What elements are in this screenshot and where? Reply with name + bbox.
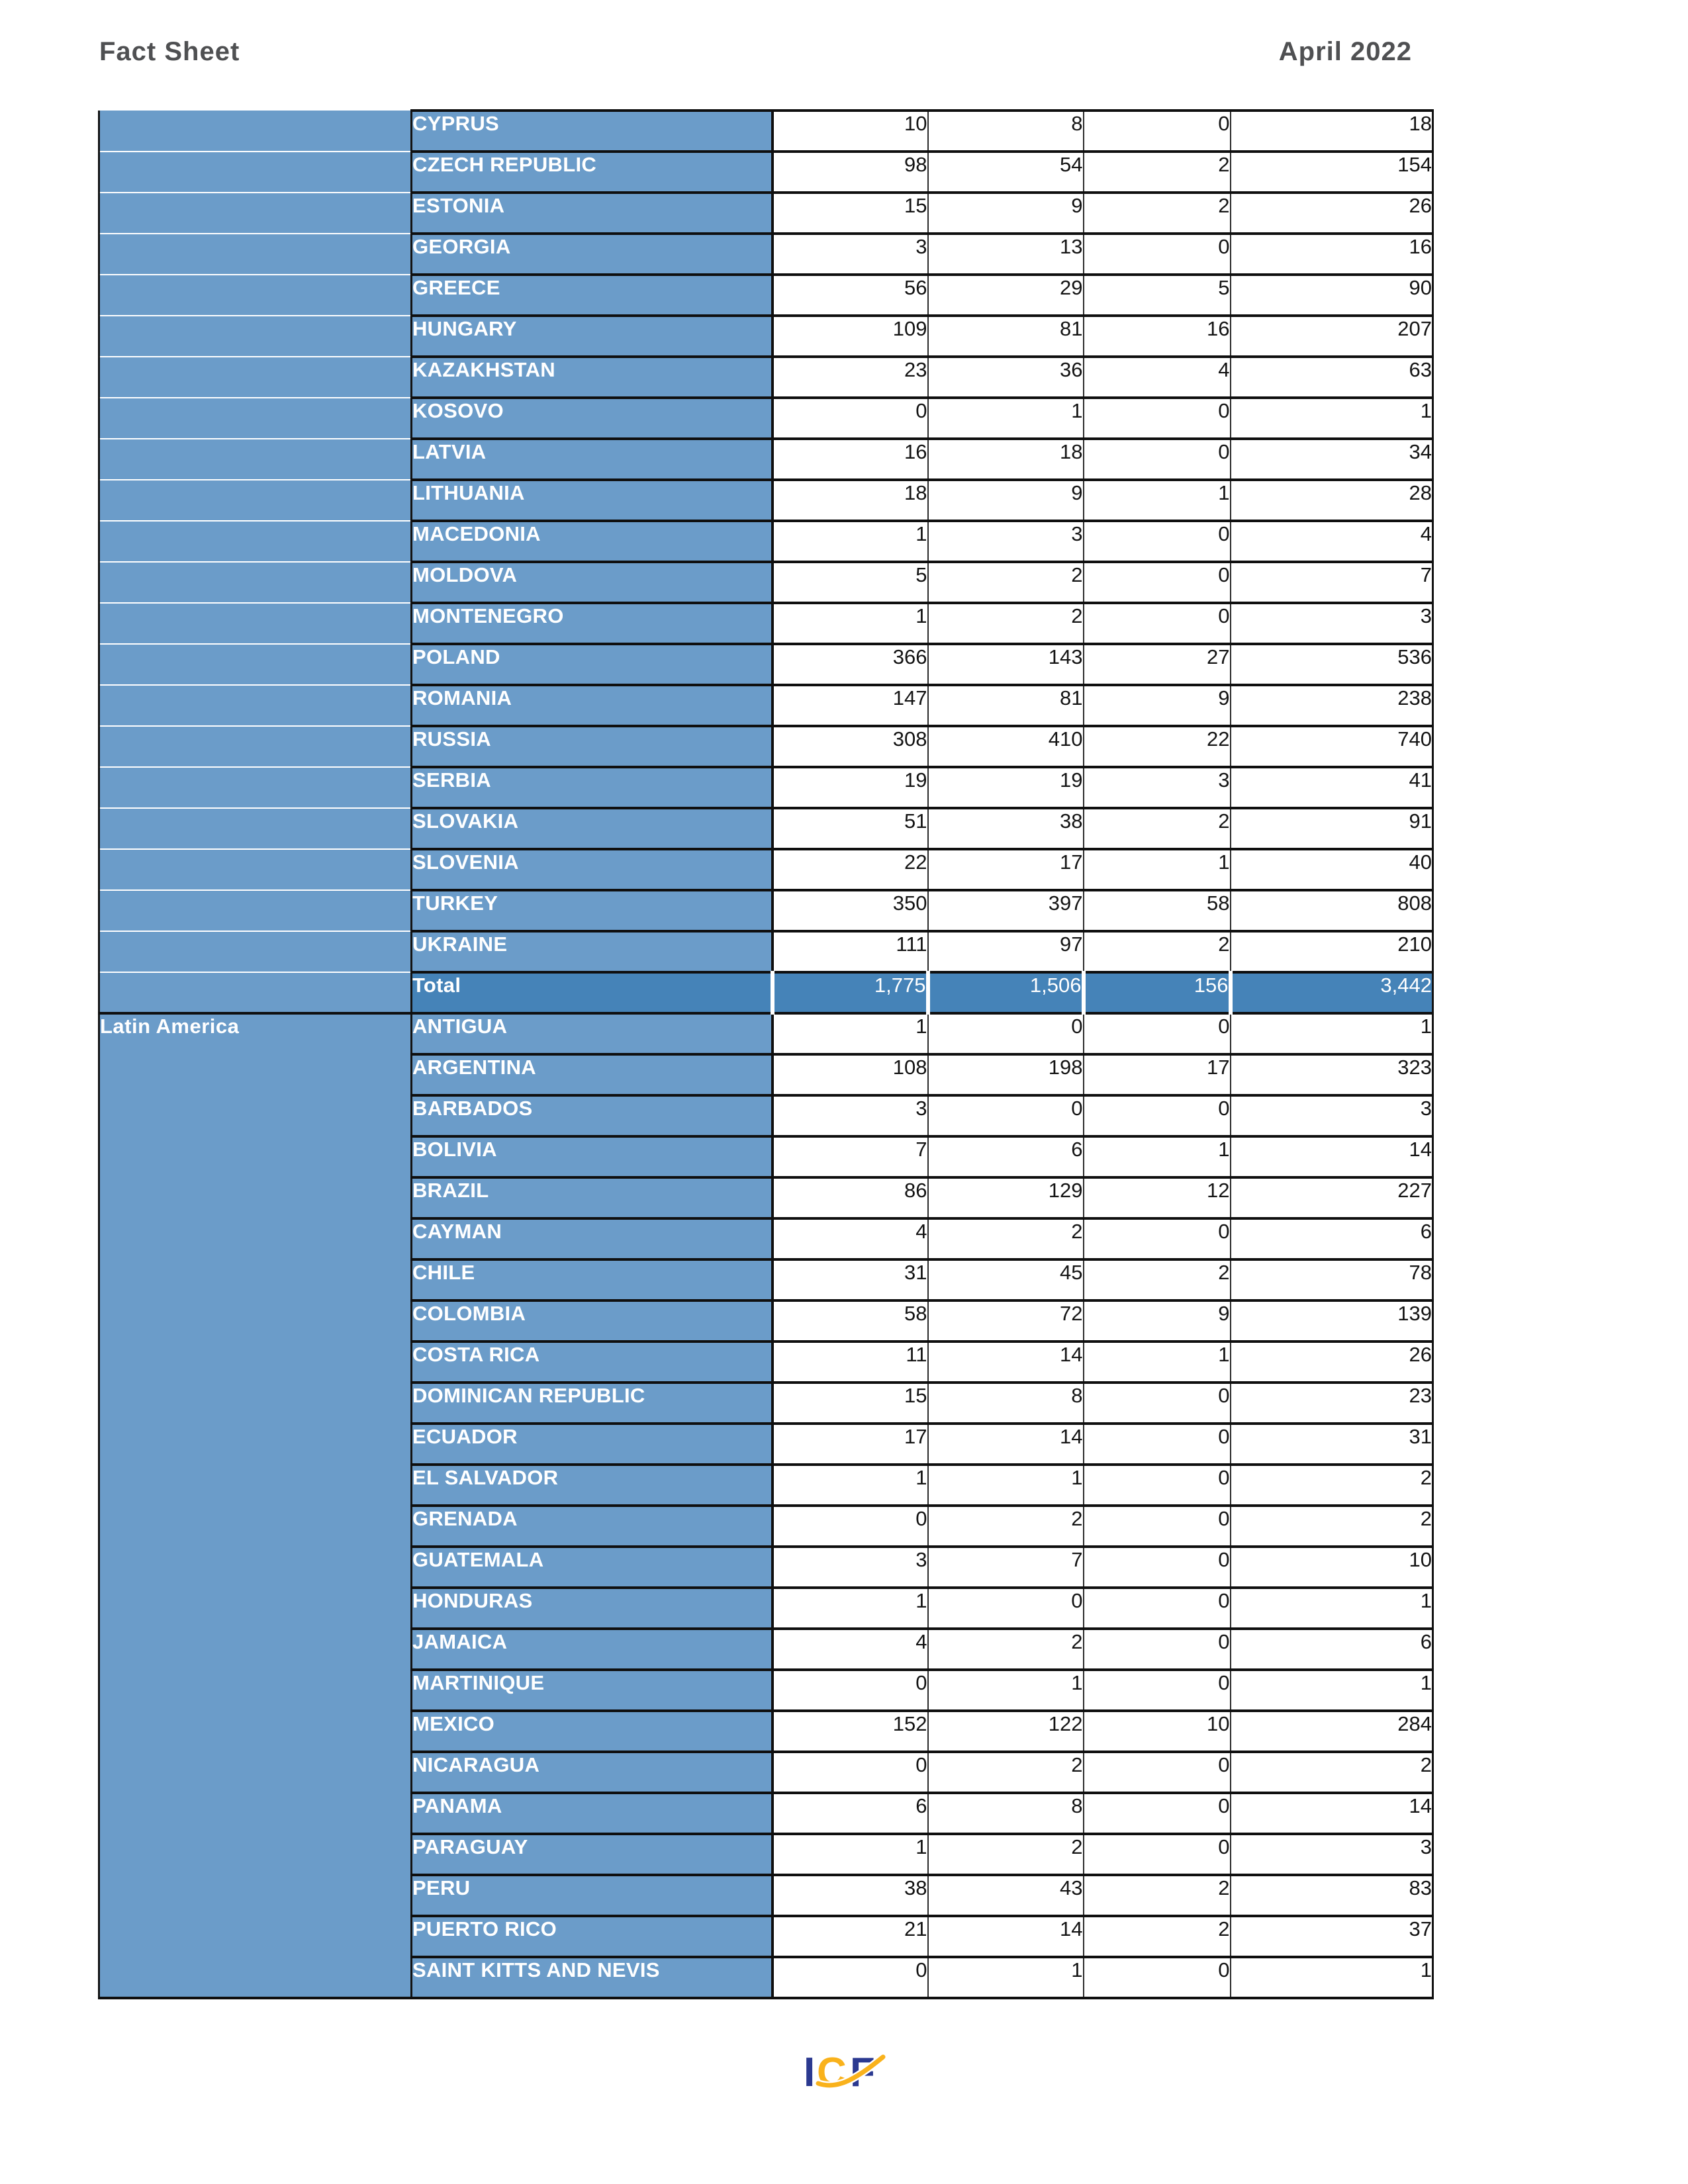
country-cell: GRENADA <box>412 1506 773 1547</box>
value-cell: 0 <box>1084 1383 1231 1424</box>
value-cell: 27 <box>1084 644 1231 685</box>
value-cell: 1 <box>773 1465 928 1506</box>
logo-letter-i: I <box>804 2050 816 2093</box>
country-cell: ARGENTINA <box>412 1054 773 1095</box>
value-cell: 14 <box>928 1342 1084 1383</box>
value-cell: 3 <box>773 1095 928 1136</box>
country-cell: CAYMAN <box>412 1218 773 1259</box>
value-cell: 0 <box>1084 1588 1231 1629</box>
value-cell: 23 <box>773 357 928 398</box>
value-cell: 536 <box>1231 644 1433 685</box>
value-cell: 3 <box>773 1547 928 1588</box>
value-cell: 6 <box>928 1136 1084 1177</box>
value-cell: 0 <box>928 1013 1084 1054</box>
table-row <box>99 685 1433 726</box>
table-row <box>99 234 1433 275</box>
value-cell: 56 <box>773 275 928 316</box>
region-cell <box>99 972 412 1013</box>
region-cell <box>99 111 412 152</box>
value-cell: 238 <box>1231 685 1433 726</box>
region-cell <box>99 275 412 316</box>
country-cell: CHILE <box>412 1259 773 1300</box>
country-cell: SAINT KITTS AND NEVIS <box>412 1957 773 1998</box>
value-cell: 0 <box>1084 1506 1231 1547</box>
value-cell: 22 <box>773 849 928 890</box>
value-cell: 1 <box>773 603 928 644</box>
value-cell: 4 <box>773 1629 928 1670</box>
country-cell: ESTONIA <box>412 193 773 234</box>
value-cell: 21 <box>773 1916 928 1957</box>
value-cell: 16 <box>1231 234 1433 275</box>
value-cell: 18 <box>1231 111 1433 152</box>
country-cell: DOMINICAN REPUBLIC <box>412 1383 773 1424</box>
country-cell: MOLDOVA <box>412 562 773 603</box>
value-cell: 2 <box>1084 931 1231 972</box>
region-cell <box>99 767 412 808</box>
region-cell <box>99 480 412 521</box>
region-cell <box>99 890 412 931</box>
region-cell <box>99 644 412 685</box>
value-cell: 14 <box>1231 1136 1433 1177</box>
value-cell: 6 <box>1231 1218 1433 1259</box>
value-cell: 22 <box>1084 726 1231 767</box>
value-cell: 2 <box>1084 152 1231 193</box>
country-cell: BRAZIL <box>412 1177 773 1218</box>
value-cell: 19 <box>928 767 1084 808</box>
value-cell: 1 <box>773 1013 928 1054</box>
region-cell <box>99 193 412 234</box>
value-cell: 227 <box>1231 1177 1433 1218</box>
country-cell: ANTIGUA <box>412 1013 773 1054</box>
value-cell: 43 <box>928 1875 1084 1916</box>
country-data-table <box>98 109 1434 1999</box>
value-cell: 23 <box>1231 1383 1433 1424</box>
region-cell <box>99 808 412 849</box>
value-cell: 81 <box>928 685 1084 726</box>
value-cell: 26 <box>1231 1342 1433 1383</box>
region-cell <box>99 234 412 275</box>
country-cell: KAZAKHSTAN <box>412 357 773 398</box>
total-label-cell: Total <box>412 972 773 1013</box>
value-cell: 109 <box>773 316 928 357</box>
table-row <box>99 480 1433 521</box>
value-cell: 4 <box>773 1218 928 1259</box>
region-cell <box>99 726 412 767</box>
value-cell: 1 <box>928 1957 1084 1998</box>
page-title: Fact Sheet <box>99 37 240 66</box>
country-cell: CYPRUS <box>412 111 773 152</box>
value-cell: 51 <box>773 808 928 849</box>
value-cell: 10 <box>1084 1711 1231 1752</box>
country-cell: ROMANIA <box>412 685 773 726</box>
value-cell: 0 <box>1084 1629 1231 1670</box>
country-cell: JAMAICA <box>412 1629 773 1670</box>
value-cell: 1 <box>1084 1342 1231 1383</box>
value-cell: 11 <box>773 1342 928 1383</box>
value-cell: 2 <box>1084 808 1231 849</box>
value-cell: 740 <box>1231 726 1433 767</box>
value-cell: 36 <box>928 357 1084 398</box>
region-cell <box>99 931 412 972</box>
country-cell: GEORGIA <box>412 234 773 275</box>
value-cell: 31 <box>1231 1424 1433 1465</box>
value-cell: 308 <box>773 726 928 767</box>
table-row <box>99 111 1433 152</box>
value-cell: 410 <box>928 726 1084 767</box>
value-cell: 139 <box>1231 1300 1433 1342</box>
value-cell: 0 <box>1084 1957 1231 1998</box>
value-cell: 38 <box>773 1875 928 1916</box>
value-cell: 0 <box>1084 1013 1231 1054</box>
region-cell <box>99 685 412 726</box>
value-cell: 9 <box>928 480 1084 521</box>
value-cell: 2 <box>928 1629 1084 1670</box>
table-row <box>99 931 1433 972</box>
table-row <box>99 1013 1433 1054</box>
region-cell <box>99 521 412 562</box>
value-cell: 3 <box>1231 1834 1433 1875</box>
country-cell: MONTENEGRO <box>412 603 773 644</box>
region-cell <box>99 398 412 439</box>
value-cell: 1 <box>928 398 1084 439</box>
table-row <box>99 521 1433 562</box>
value-cell: 0 <box>1084 1834 1231 1875</box>
value-cell: 58 <box>773 1300 928 1342</box>
country-cell: COLOMBIA <box>412 1300 773 1342</box>
country-cell: SERBIA <box>412 767 773 808</box>
value-cell: 40 <box>1231 849 1433 890</box>
value-cell: 1 <box>1084 1136 1231 1177</box>
value-cell: 2 <box>1231 1752 1433 1793</box>
value-cell: 397 <box>928 890 1084 931</box>
value-cell: 14 <box>928 1424 1084 1465</box>
value-cell: 9 <box>1084 685 1231 726</box>
value-cell: 16 <box>1084 316 1231 357</box>
value-cell: 3 <box>1231 1095 1433 1136</box>
value-cell: 9 <box>928 193 1084 234</box>
value-cell: 0 <box>928 1095 1084 1136</box>
value-cell: 129 <box>928 1177 1084 1218</box>
value-cell: 86 <box>773 1177 928 1218</box>
value-cell: 14 <box>928 1916 1084 1957</box>
value-cell: 350 <box>773 890 928 931</box>
country-cell: TURKEY <box>412 890 773 931</box>
table-row <box>99 890 1433 931</box>
value-cell: 207 <box>1231 316 1433 357</box>
value-cell: 2 <box>928 1752 1084 1793</box>
value-cell: 7 <box>928 1547 1084 1588</box>
value-cell: 0 <box>773 1957 928 1998</box>
value-cell: 0 <box>1084 1465 1231 1506</box>
total-value-cell: 1,775 <box>773 972 928 1013</box>
region-cell <box>99 439 412 480</box>
value-cell: 0 <box>928 1588 1084 1629</box>
value-cell: 108 <box>773 1054 928 1095</box>
logo-letter-f: F <box>850 2050 875 2093</box>
table-row <box>99 726 1433 767</box>
value-cell: 122 <box>928 1711 1084 1752</box>
value-cell: 18 <box>928 439 1084 480</box>
value-cell: 37 <box>1231 1916 1433 1957</box>
value-cell: 31 <box>773 1259 928 1300</box>
value-cell: 1 <box>773 521 928 562</box>
value-cell: 8 <box>928 1793 1084 1834</box>
value-cell: 15 <box>773 1383 928 1424</box>
value-cell: 1 <box>1231 1588 1433 1629</box>
value-cell: 7 <box>773 1136 928 1177</box>
value-cell: 18 <box>773 480 928 521</box>
region-cell <box>99 849 412 890</box>
country-cell: LITHUANIA <box>412 480 773 521</box>
value-cell: 2 <box>928 562 1084 603</box>
value-cell: 28 <box>1231 480 1433 521</box>
value-cell: 7 <box>1231 562 1433 603</box>
table-row <box>99 849 1433 890</box>
icf-logo-graphic <box>802 2049 886 2093</box>
value-cell: 0 <box>1084 603 1231 644</box>
country-cell: PARAGUAY <box>412 1834 773 1875</box>
region-cell <box>99 603 412 644</box>
country-cell: RUSSIA <box>412 726 773 767</box>
value-cell: 0 <box>1084 234 1231 275</box>
value-cell: 2 <box>1084 193 1231 234</box>
table-row <box>99 152 1433 193</box>
value-cell: 1 <box>1231 1013 1433 1054</box>
value-cell: 154 <box>1231 152 1433 193</box>
value-cell: 366 <box>773 644 928 685</box>
value-cell: 0 <box>1084 398 1231 439</box>
value-cell: 72 <box>928 1300 1084 1342</box>
country-cell: CZECH REPUBLIC <box>412 152 773 193</box>
value-cell: 0 <box>1084 1670 1231 1711</box>
value-cell: 81 <box>928 316 1084 357</box>
value-cell: 4 <box>1084 357 1231 398</box>
country-cell: GREECE <box>412 275 773 316</box>
value-cell: 16 <box>773 439 928 480</box>
value-cell: 10 <box>773 111 928 152</box>
table-row <box>99 316 1433 357</box>
value-cell: 0 <box>1084 111 1231 152</box>
value-cell: 34 <box>1231 439 1433 480</box>
value-cell: 8 <box>928 111 1084 152</box>
value-cell: 97 <box>928 931 1084 972</box>
value-cell: 3 <box>1231 603 1433 644</box>
value-cell: 13 <box>928 234 1084 275</box>
country-cell: MACEDONIA <box>412 521 773 562</box>
country-cell: MARTINIQUE <box>412 1670 773 1711</box>
value-cell: 198 <box>928 1054 1084 1095</box>
value-cell: 14 <box>1231 1793 1433 1834</box>
country-cell: BARBADOS <box>412 1095 773 1136</box>
country-cell: PUERTO RICO <box>412 1916 773 1957</box>
value-cell: 152 <box>773 1711 928 1752</box>
value-cell: 38 <box>928 808 1084 849</box>
table-row <box>99 603 1433 644</box>
value-cell: 98 <box>773 152 928 193</box>
value-cell: 5 <box>1084 275 1231 316</box>
country-cell: UKRAINE <box>412 931 773 972</box>
country-cell: BOLIVIA <box>412 1136 773 1177</box>
value-cell: 0 <box>1084 1547 1231 1588</box>
table-row <box>99 439 1433 480</box>
value-cell: 2 <box>1084 1916 1231 1957</box>
value-cell: 0 <box>1084 562 1231 603</box>
value-cell: 0 <box>1084 1095 1231 1136</box>
value-cell: 111 <box>773 931 928 972</box>
value-cell: 323 <box>1231 1054 1433 1095</box>
value-cell: 0 <box>1084 1793 1231 1834</box>
page-header <box>99 37 1412 67</box>
country-cell: HONDURAS <box>412 1588 773 1629</box>
region-cell <box>99 562 412 603</box>
table-row <box>99 398 1433 439</box>
country-cell: POLAND <box>412 644 773 685</box>
value-cell: 0 <box>1084 1218 1231 1259</box>
table-row <box>99 767 1433 808</box>
value-cell: 9 <box>1084 1300 1231 1342</box>
value-cell: 1 <box>928 1670 1084 1711</box>
country-cell: EL SALVADOR <box>412 1465 773 1506</box>
country-cell: COSTA RICA <box>412 1342 773 1383</box>
value-cell: 45 <box>928 1259 1084 1300</box>
value-cell: 19 <box>773 767 928 808</box>
country-cell: GUATEMALA <box>412 1547 773 1588</box>
country-cell: NICARAGUA <box>412 1752 773 1793</box>
value-cell: 91 <box>1231 808 1433 849</box>
value-cell: 1 <box>1084 480 1231 521</box>
region-cell <box>99 316 412 357</box>
value-cell: 26 <box>1231 193 1433 234</box>
value-cell: 1 <box>773 1588 928 1629</box>
country-cell: SLOVENIA <box>412 849 773 890</box>
value-cell: 6 <box>773 1793 928 1834</box>
value-cell: 63 <box>1231 357 1433 398</box>
value-cell: 29 <box>928 275 1084 316</box>
table-row <box>99 562 1433 603</box>
total-row <box>99 972 1433 1013</box>
value-cell: 17 <box>773 1424 928 1465</box>
value-cell: 41 <box>1231 767 1433 808</box>
value-cell: 2 <box>928 1218 1084 1259</box>
value-cell: 5 <box>773 562 928 603</box>
value-cell: 0 <box>1084 521 1231 562</box>
value-cell: 17 <box>928 849 1084 890</box>
value-cell: 12 <box>1084 1177 1231 1218</box>
value-cell: 0 <box>1084 439 1231 480</box>
value-cell: 2 <box>928 1834 1084 1875</box>
value-cell: 3 <box>773 234 928 275</box>
total-value-cell: 156 <box>1084 972 1231 1013</box>
value-cell: 2 <box>1231 1465 1433 1506</box>
country-cell: HUNGARY <box>412 316 773 357</box>
value-cell: 54 <box>928 152 1084 193</box>
value-cell: 0 <box>773 1752 928 1793</box>
region-cell <box>99 152 412 193</box>
value-cell: 1 <box>1231 398 1433 439</box>
value-cell: 1 <box>928 1465 1084 1506</box>
value-cell: 284 <box>1231 1711 1433 1752</box>
table-row <box>99 275 1433 316</box>
value-cell: 0 <box>1084 1424 1231 1465</box>
value-cell: 3 <box>1084 767 1231 808</box>
table-row <box>99 357 1433 398</box>
country-cell: PERU <box>412 1875 773 1916</box>
country-cell: SLOVAKIA <box>412 808 773 849</box>
value-cell: 6 <box>1231 1629 1433 1670</box>
country-cell: LATVIA <box>412 439 773 480</box>
value-cell: 15 <box>773 193 928 234</box>
value-cell: 1 <box>1084 849 1231 890</box>
value-cell: 1 <box>1231 1957 1433 1998</box>
value-cell: 2 <box>1084 1259 1231 1300</box>
value-cell: 2 <box>928 603 1084 644</box>
table-row <box>99 193 1433 234</box>
value-cell: 2 <box>1231 1506 1433 1547</box>
value-cell: 83 <box>1231 1875 1433 1916</box>
value-cell: 3 <box>928 521 1084 562</box>
value-cell: 0 <box>773 398 928 439</box>
value-cell: 17 <box>1084 1054 1231 1095</box>
value-cell: 10 <box>1231 1547 1433 1588</box>
value-cell: 78 <box>1231 1259 1433 1300</box>
region-cell <box>99 357 412 398</box>
country-cell: PANAMA <box>412 1793 773 1834</box>
value-cell: 2 <box>928 1506 1084 1547</box>
value-cell: 0 <box>1084 1752 1231 1793</box>
icf-logo <box>802 2049 886 2093</box>
value-cell: 147 <box>773 685 928 726</box>
table-row <box>99 644 1433 685</box>
value-cell: 808 <box>1231 890 1433 931</box>
country-cell: ECUADOR <box>412 1424 773 1465</box>
table-row <box>99 808 1433 849</box>
value-cell: 0 <box>773 1506 928 1547</box>
country-cell: MEXICO <box>412 1711 773 1752</box>
value-cell: 8 <box>928 1383 1084 1424</box>
value-cell: 58 <box>1084 890 1231 931</box>
country-cell: KOSOVO <box>412 398 773 439</box>
page-date: April 2022 <box>1278 37 1412 66</box>
total-value-cell: 1,506 <box>928 972 1084 1013</box>
value-cell: 143 <box>928 644 1084 685</box>
value-cell: 4 <box>1231 521 1433 562</box>
value-cell: 1 <box>1231 1670 1433 1711</box>
total-value-cell: 3,442 <box>1231 972 1433 1013</box>
value-cell: 2 <box>1084 1875 1231 1916</box>
value-cell: 210 <box>1231 931 1433 972</box>
value-cell: 90 <box>1231 275 1433 316</box>
value-cell: 1 <box>773 1834 928 1875</box>
value-cell: 0 <box>773 1670 928 1711</box>
region-label-cell: Latin America <box>99 1013 412 1998</box>
logo-letter-c: C <box>817 2050 847 2093</box>
